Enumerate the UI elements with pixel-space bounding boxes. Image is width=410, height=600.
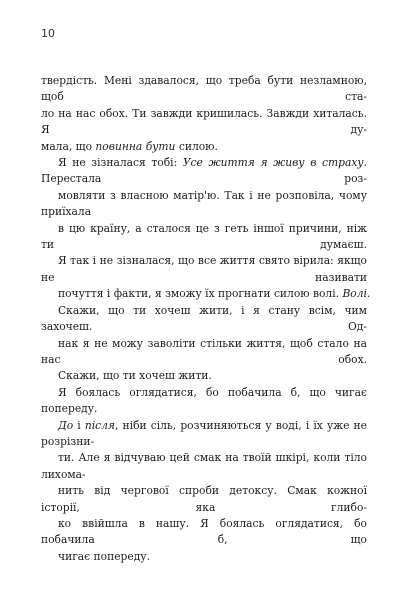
text-segment: почуття і факти, я зможу їх прогнати силою волі.: [58, 287, 343, 301]
text-segment: Я не зізналася тобі:: [58, 156, 183, 170]
text-segment: Скажи, що ти хочеш жити, і я стану всім, чим захочеш. Од-: [41, 303, 367, 334]
text-line: [41, 516, 367, 549]
text-segment: ло на нас обох. Ти завжди кришилась. Завжди хиталась. Я ду-: [41, 106, 367, 137]
text-line: [41, 286, 371, 302]
text-segment: силою.: [175, 139, 218, 153]
text-line: [41, 549, 367, 565]
text-line: [41, 221, 367, 254]
italic-text: Усе життя я живу в страху.: [182, 156, 368, 170]
text-line: [41, 155, 367, 188]
italic-text: До: [58, 418, 74, 432]
italic-text: повинна бути: [95, 139, 176, 153]
page-number: 10: [41, 27, 55, 40]
text-line: [41, 303, 367, 336]
text-line: [41, 483, 367, 516]
text-segment: мала, що: [41, 139, 96, 153]
text-segment: чигає попереду.: [58, 549, 150, 563]
text-segment: Скажи, що ти хочеш жити.: [58, 369, 212, 383]
text-line: [41, 188, 367, 221]
text-line: [41, 418, 367, 451]
text-segment: в цю країну, а сталося це з геть іншої причини, ніж ти думаєш.: [41, 221, 367, 252]
paragraph: [41, 303, 367, 385]
text-segment: ти. Але я відчуваю цей смак на твоїй шкірі, коли тіло лихома-: [41, 451, 367, 481]
text-line: [41, 106, 367, 139]
paragraph: [41, 385, 367, 565]
text-line: [41, 253, 367, 286]
text-line: [41, 73, 367, 106]
text-segment: Я боялась оглядатися, бо побачила б, що чигає попереду.: [41, 385, 367, 416]
text-segment: , ніби сіль, розчиняються у воді, і їх уже не розрізни-: [41, 418, 367, 448]
text-line: [41, 368, 367, 384]
text-segment: твердість. Мені здавалося, що треба бути незламною, щоб ста-: [41, 74, 367, 104]
paragraph: [41, 155, 371, 303]
italic-text: Волі.: [342, 287, 371, 301]
paragraph: [41, 73, 367, 155]
text-segment: і: [73, 418, 85, 432]
text-segment: ко ввійшла в нашу. Я боялась оглядатися, бо побачила б, що: [41, 516, 367, 547]
text-line: [41, 139, 367, 155]
text-line: [41, 450, 367, 483]
text-line: [41, 336, 367, 369]
text-segment: Перестала роз-: [41, 172, 367, 186]
body-text: [41, 73, 371, 565]
text-segment: мовляти з власною матір'ю. Так і не розповіла, чому приїхала: [41, 188, 367, 219]
text-line: [41, 385, 367, 418]
italic-text: після: [84, 418, 115, 432]
text-segment: Я так і не зізналася, що все життя свято вірила: якщо не називати: [41, 254, 367, 284]
text-segment: нак я не можу заволіти стільки життя, щоб стало на нас обох.: [41, 336, 367, 366]
text-segment: нить від чергової спроби детоксу. Смак кожної історії, яка глибо-: [41, 484, 367, 514]
